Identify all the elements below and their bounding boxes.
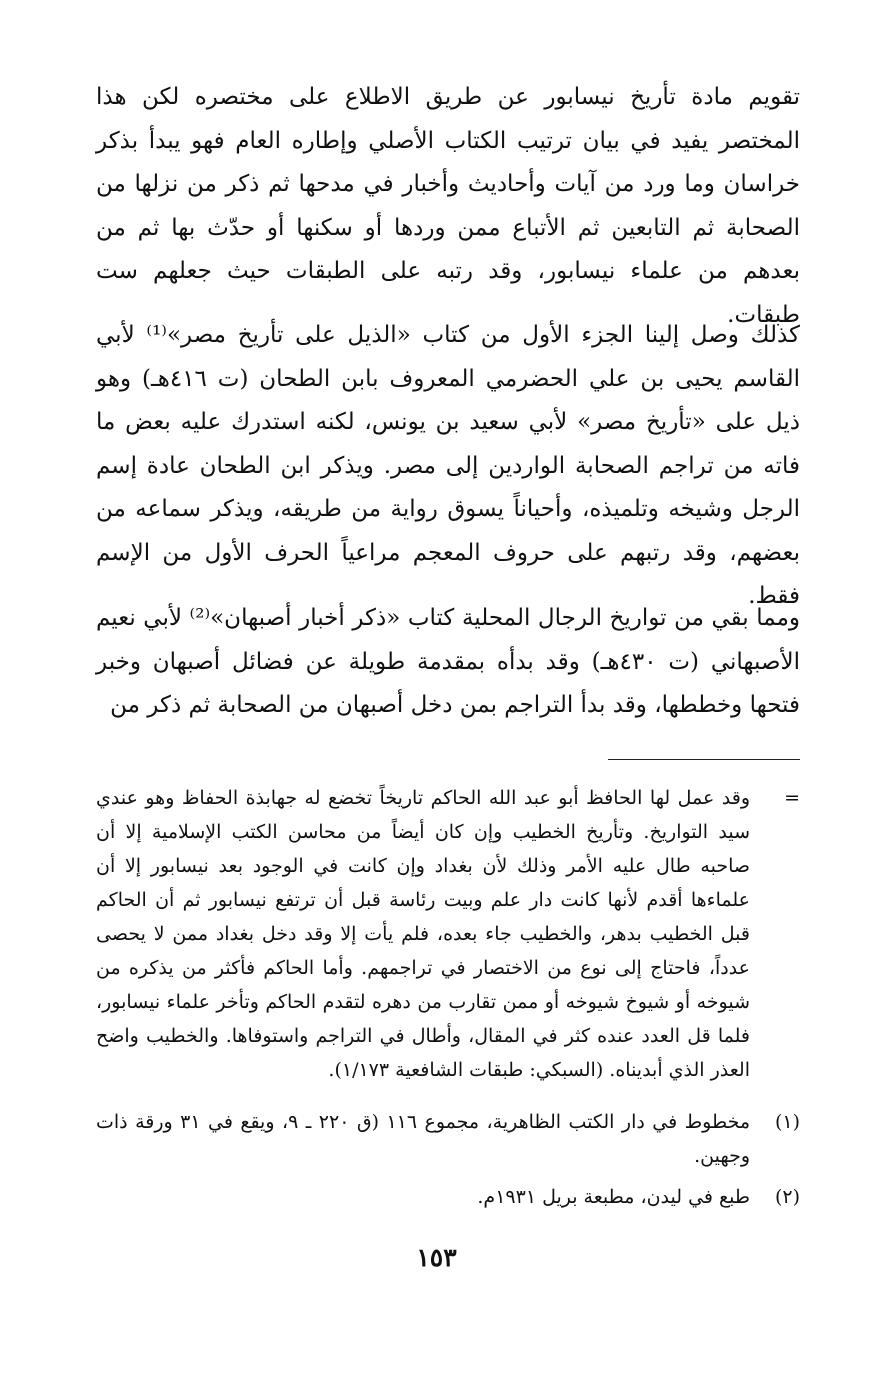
footnote-marker: (٢) (774, 1186, 800, 1208)
footnote-1 (96, 1105, 800, 1173)
footnote-marker: (١) (774, 1111, 800, 1133)
footnote-marker: = (784, 787, 800, 809)
body-paragraph: كذلك وصل إلينا الجزء الأول من كتاب «الذيل على تأريخ مصر»⁽¹⁾ لأبي القاسم يحيى بن علي الحضرمي المعروف بابن الطحان (ت ٤١٦هـ) وهو ذيل على «تأريخ مصر» لأبي سعيد بن يونس، لكنه استدرك عليه بعض ما فاته من تراجم الصحابة الواردين إلى مصر. ويذكر ابن الطحان عادة إسم الرجل وشيخه وتلميذه، وأحياناً يسوق رواية من طريقه، ويذكر سماعه من بعضهم، وقد رتبهم على حروف المعجم مراعياً الحرف الأول من الإسم فقط. (96, 322, 800, 609)
footnote-continuation (96, 781, 800, 1087)
page-number: ١٥٣ (416, 1243, 457, 1272)
footnote-text: مخطوط في دار الكتب الظاهرية، مجموع ١١٦ (ق ٢٢٠ ـ ٩، ويقع في ٣١ ورقة ذات وجهين. (96, 1111, 751, 1167)
footnote-2 (96, 1180, 800, 1214)
body-paragraph: ومما بقي من تواريخ الرجال المحلية كتاب «ذكر أخبار أصبهان»⁽²⁾ لأبي نعيم الأصبهاني (ت ٤٣٠هـ) وقد بدأه بمقدمة طويلة عن فضائل أصبهان وخبر فتحها وخططها، وقد بدأ التراجم بمن دخل أصبهان من الصحابة ثم ذكر من (96, 605, 801, 718)
footnote-separator (608, 759, 800, 760)
body-paragraph: تقويم مادة تأريخ نيسابور عن طريق الاطلاع على مختصره لكن هذا المختصر يفيد في بيان ترتيب الكتاب الأصلي وإطاره العام فهو يبدأ بذكر خراسان وما ورد من آيات وأحاديث وأخبار في مدحها ثم ذكر من نزلها من الصحابة ثم التابعين ثم الأتباع ممن وردها أو سكنها أو حدّث بها ثم من بعدهم من علماء نيسابور، وقد رتبه على الطبقات حيث جعلهم ست طبقات. (96, 84, 800, 328)
footnote-text: طبع في ليدن، مطبعة بريل ١٩٣١م. (477, 1186, 750, 1208)
footnote-text: وقد عمل لها الحافظ أبو عبد الله الحاكم تاريخاً تخضع له جهابذة الحفاظ وهو عندي سيد التواريخ. وتأريخ الخطيب وإن كان أيضاً من محاسن الكتب الإسلامية إلا أن صاحبه طال عليه الأمر وذلك لأن بغداد وإن كانت في الوجود بعد نيسابور إلا أن علماءها أقدم لأنها كانت دار علم وبيت رئاسة قبل أن ترتفع نيسابور ثم أن الحاكم قبل الخطيب بدهر، والخطيب جاء بعده، فلم يأت إلا وقد دخل بغداد ممن لا يحصى عدداً، فاحتاج إلى نوع من الاختصار في تراجمهم. وأما الحاكم فأكثر من يذكره من شيوخه أو شيوخ شيوخه أو ممن تقارب من دهره لتقدم الحاكم وتأخر علماء نيسابور، فلما قل العدد عنده كثر في المقال، وأطال في التراجم واستوفاها. والخطيب واضح العذر الذي أبديناه. (السبكي: طبقات الشافعية ١/١٧٣). (96, 787, 750, 1081)
